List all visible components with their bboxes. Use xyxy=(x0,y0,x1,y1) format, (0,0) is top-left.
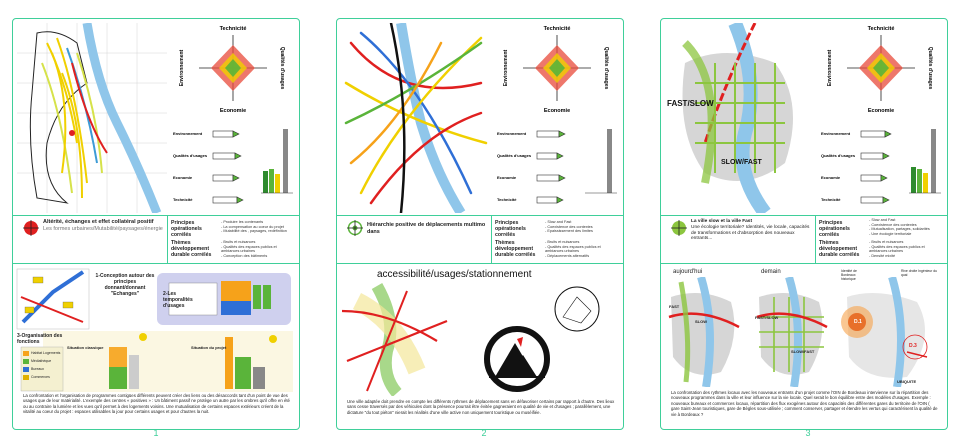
list-item: - Coexistence des contextes xyxy=(545,224,593,229)
panel-number: 3 xyxy=(805,428,811,438)
caption-text: Une écologie territoriale? Identités, vie locale, capacités de transformations et d'absorption des nouveaux entrants... xyxy=(691,224,810,242)
divider xyxy=(661,215,947,216)
bar-label-tech: Technicité xyxy=(173,197,193,202)
radar-right-label: Qualités d'usages xyxy=(603,46,609,90)
bar-label-env: Environnement xyxy=(497,131,527,136)
today-label: aujourd'hui xyxy=(673,269,703,275)
score-bars xyxy=(171,119,297,215)
divider xyxy=(491,215,492,263)
panel-number: 2 xyxy=(481,428,487,438)
radar-chart xyxy=(495,23,619,119)
legend-item: Médiathèque xyxy=(31,359,52,363)
radar-bottom-label: Economie xyxy=(219,108,247,114)
divider xyxy=(337,215,623,216)
radar-bottom-label: Economie xyxy=(543,108,571,114)
caption-text: Les formes urbaines/Mutabilité/paysages/énergie xyxy=(43,225,163,232)
historical-label: Identité de Bordeaux historique xyxy=(841,269,857,281)
bar-label-usage: Qualités d'usages xyxy=(821,153,856,158)
themes-label: Thèmes développement durable corrélés xyxy=(171,240,212,258)
list-item: - Mutabilité des , paysages, redéfinition xyxy=(221,229,287,234)
fast-slow-label: FAST/SLOW xyxy=(667,99,714,108)
bar-label-eco: Economie xyxy=(173,175,193,180)
urban-fabric-map xyxy=(17,23,167,213)
body-text: La confrontation et l'organisation de programmes contigües différents peuvent créer des liens ou des désaccords tant d'un point de vue des usages que de leur matérialité. L'exemple des centres « positives » : Un bâtiment passif ne protège un autre par les ombres qu'il offre en été ou au contraire la lumière et les vues qu'il permet à des logements voisins. Une mutualisation de certains espaces extérieurs créent de la vitalité au coeur du projet : espaces utilisables la jour pour certains usages et pour d'autres la nuit. xyxy=(23,393,290,415)
divider xyxy=(661,263,947,264)
slow-label: SLOW xyxy=(695,319,707,324)
caption-title: Altérité, échanges et effet collatéral positif xyxy=(43,219,154,225)
panel-3 xyxy=(660,18,948,430)
radar-top-label: Technicité xyxy=(543,26,571,32)
list-item: - Qualités des espaces publics et xyxy=(221,244,277,249)
list-item: - Conception des bâtiments xyxy=(221,253,268,258)
list-item: - Slow and Fast xyxy=(545,220,572,224)
list-item: ambiances urbaines xyxy=(221,249,255,254)
list-item: - Mutualisation, partages, solidarités xyxy=(869,227,930,232)
score-bars xyxy=(819,119,945,215)
caption-title: Hiérarchie positive de déplacements multimo dans xyxy=(367,222,486,235)
rive-label: Rive droite Ingénieur du quai xyxy=(901,269,938,277)
fast-label: FAST xyxy=(669,304,680,309)
section-title: accessibilité/usages/stationnement xyxy=(377,269,532,280)
radar-bottom-label: Economie xyxy=(867,108,895,114)
bar-label-env: Environnement xyxy=(821,131,851,136)
radar-left-label: Environnement xyxy=(827,49,833,87)
body-text: Une ville adaptée doit prendre en compte les différents rythmes de déplacement sans en défavoriser certains par rapport à d'autre. Des lieux sans cesse traversés par des véhicules dont la présence pourrait être évitée gagneraient en qualité de vie et d'usages ; parallèlement, une dictature "du tout piéton" nierait les réalités d'une ville active non uniquement touristique ou muséifiée. xyxy=(347,399,615,415)
bar-label-tech: Technicité xyxy=(821,197,841,202)
list-item: - Epaississement des limites xyxy=(545,229,593,234)
list-item: - Qualités des espaces publics et xyxy=(869,244,925,249)
bar-label-eco: Economie xyxy=(497,175,517,180)
radar-right-label: Qualités d'usages xyxy=(927,46,933,90)
legend xyxy=(31,349,60,381)
list-item: - Produire les contenants xyxy=(221,220,264,224)
concept-diagrams xyxy=(13,267,299,392)
accessibility-diagrams xyxy=(337,281,623,396)
list-item: - Bruits et nuisances xyxy=(545,240,580,244)
score-bars xyxy=(495,119,621,215)
concept-1-label: 1-Conception autour des principes donnant/donnant "Echanges" xyxy=(95,273,155,297)
target-icon xyxy=(671,220,687,236)
legend-item: Commerces xyxy=(31,375,50,379)
principles-label: Principes opérationels corrélés xyxy=(819,220,850,238)
situation-classique-label: Situation classique xyxy=(67,345,104,350)
radar-chart xyxy=(819,23,943,119)
divider xyxy=(13,215,299,216)
tomorrow-label: demain xyxy=(761,269,781,275)
radar-top-label: Technicité xyxy=(219,26,247,32)
fastslow-label: FAST/SLOW xyxy=(755,315,779,320)
concept-3-label: 3-Organisation des fonctions xyxy=(17,333,63,345)
principles-list xyxy=(869,218,947,236)
list-item: ambiances urbaines xyxy=(545,249,579,254)
themes-list xyxy=(869,240,947,258)
list-item: - Déplacements alternatifs xyxy=(545,253,590,258)
legend-item: Bureaux xyxy=(31,367,45,371)
d1-label: D.1 xyxy=(854,319,862,325)
slow-fast-label: SLOW/FAST xyxy=(721,159,762,166)
principles-list xyxy=(221,220,299,234)
slow-fast-map xyxy=(665,23,815,213)
bar-label-tech: Technicité xyxy=(497,197,517,202)
radar-chart xyxy=(171,23,295,119)
list-item: - Qualités des espaces publics et xyxy=(545,244,601,249)
d3-label: D.3 xyxy=(909,343,917,349)
radar-left-label: Environnement xyxy=(503,49,509,87)
list-item: ambiances urbaines xyxy=(869,249,903,254)
list-item: - Une écologie territoriale xyxy=(869,231,912,236)
list-item: - Densité mixité xyxy=(869,253,896,258)
principles-list xyxy=(545,220,623,234)
bar-label-env: Environnement xyxy=(173,131,203,136)
caption-title: La ville slow et la ville Fast xyxy=(691,219,753,224)
today-tomorrow-diagrams xyxy=(661,277,947,387)
target-icon xyxy=(23,220,39,236)
ubiquite-label: UBIQUITE xyxy=(897,379,917,384)
situation-projet-label: Situation du projet xyxy=(191,345,227,350)
target-icon xyxy=(347,220,363,236)
body-text: La confrontation des rythmes locaux avec les nouveaux entrants d'un projet comme l'OIN de Bordeaux intervienne sur la répartition des nouveaux programmes dans la ville et leur influence sur la vie locale. Quel serait le bon équilibre entre des modèles d'usages. Exemple : nouveaux bureaux et commerces locaux, répartition des flux exogènes autour des capacités des différentes gares du territoire de l'OIN ( gare Saint-Jean touristiques, gare de Bègles sous-utilisée ; comment conserver, partager et étendre les vertus qui caractérisent la qualité de vie à Bordeaux ? xyxy=(671,390,938,417)
list-item: - Bruits et nuisances xyxy=(869,240,904,244)
radar-right-label: Qualités d'usages xyxy=(279,46,285,90)
divider xyxy=(337,263,623,264)
list-item: - Slow and Fast xyxy=(869,218,896,222)
principles-label: Principes opérationels corrélés xyxy=(171,220,202,238)
themes-label: Thèmes développement durable corrélés xyxy=(495,240,536,258)
themes-list xyxy=(545,240,623,258)
list-item: - La compensation au coeur du projet xyxy=(221,224,284,229)
panel-1 xyxy=(12,18,300,430)
mobility-map xyxy=(341,23,491,213)
divider xyxy=(167,215,168,263)
concept-2-label: 2-Les temporalités d'usages xyxy=(163,291,193,309)
themes-label: Thèmes développement durable corrélés xyxy=(819,240,860,258)
legend-item: Habitat Logements xyxy=(31,351,61,355)
panel-2 xyxy=(336,18,624,430)
list-item: - Coexistence des contextes xyxy=(869,222,917,227)
panel-number: 1 xyxy=(153,428,159,438)
bar-label-eco: Economie xyxy=(821,175,841,180)
themes-list xyxy=(221,240,299,258)
divider xyxy=(13,263,299,264)
list-item: - Bruits et nuisances xyxy=(221,240,256,244)
bar-label-usage: Qualités d'usages xyxy=(173,153,208,158)
radar-top-label: Technicité xyxy=(867,26,895,32)
radar-left-label: Environnement xyxy=(179,49,185,87)
principles-label: Principes opérationels corrélés xyxy=(495,220,526,238)
bar-label-usage: Qualités d'usages xyxy=(497,153,532,158)
divider xyxy=(815,215,816,263)
slowfast-label: SLOW/FAST xyxy=(791,349,815,354)
